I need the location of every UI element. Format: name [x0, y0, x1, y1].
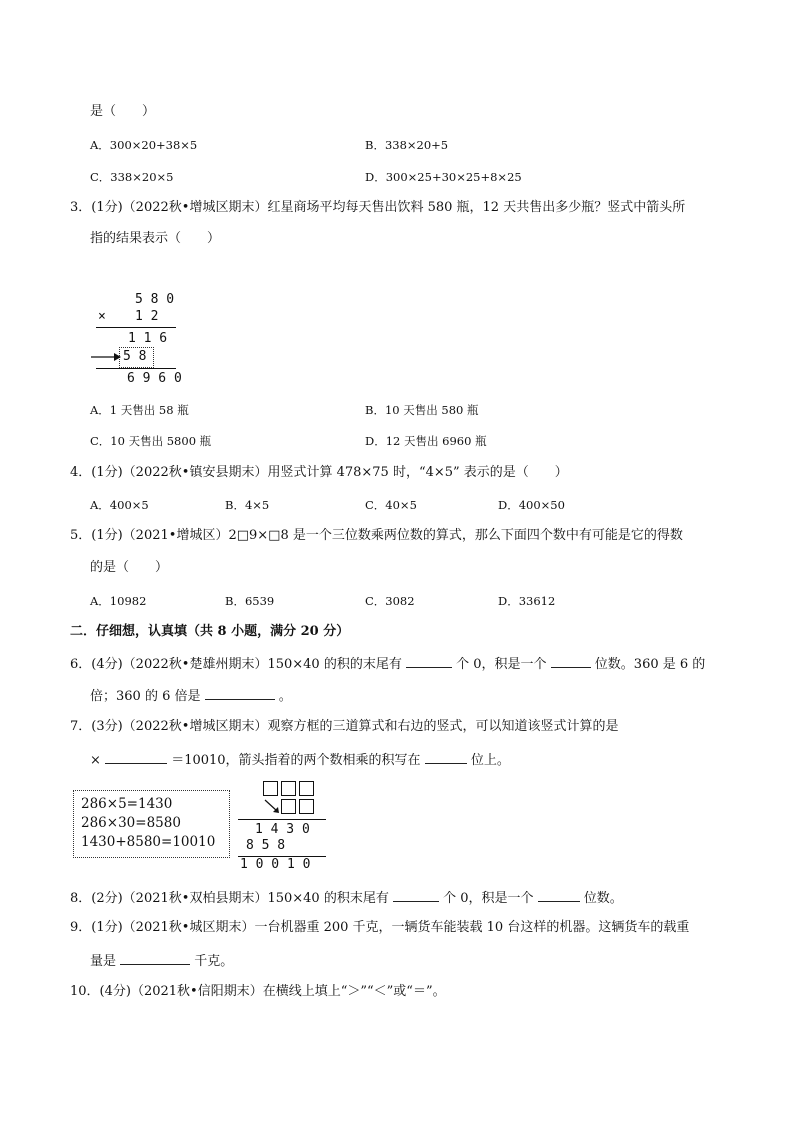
- q9-text-b: 千克。: [194, 954, 234, 969]
- q9-blank-1[interactable]: [120, 952, 190, 965]
- q7-blank-1[interactable]: [105, 751, 167, 764]
- q6-text-c: 位数。360 是 6 的: [594, 657, 706, 672]
- q2-tail: 是（ ）: [90, 104, 156, 119]
- q10-line1: 10．(4分)（2021秋•信阳期末）在横线上填上“＞”“＜”或“＝”。: [70, 984, 446, 999]
- q6-text-e: 。: [278, 689, 292, 704]
- q6-line1: [70, 655, 705, 673]
- q7-digit-box-bottom-2[interactable]: [299, 799, 314, 814]
- q8-text-c: 位数。: [583, 891, 623, 906]
- q3-option-a[interactable]: A．1 天售出 58 瓶: [90, 403, 189, 417]
- arrow-icon: [263, 798, 281, 814]
- q8-line: [70, 889, 623, 907]
- q4-option-b[interactable]: B．4×5: [225, 498, 270, 512]
- q5-stem-line1: 5．(1分)（2021•增城区）2□9×□8 是一个三位数乘两位数的算式，那么下面四个数中有可能是它的得数: [70, 528, 683, 543]
- q2-option-d[interactable]: D．300×25+30×25+8×25: [365, 170, 522, 184]
- q7-text-b: ＝10010，箭头指着的两个数相乘的积写在: [171, 753, 421, 768]
- q3-calc-row4: 5 8: [123, 349, 147, 364]
- q7-digit-box-bottom-1[interactable]: [281, 799, 296, 814]
- q2-option-b[interactable]: B．338×20+5: [365, 138, 449, 152]
- q5-option-a[interactable]: A．10982: [90, 594, 147, 608]
- q7-calc-row4: 8 5 8: [246, 838, 286, 853]
- q6-text-b: 个 0，积是一个: [456, 657, 547, 672]
- q2-option-a[interactable]: A．300×20+38×5: [90, 138, 198, 152]
- q8-blank-1[interactable]: [393, 889, 439, 902]
- q6-text-a: 6．(4分)（2022秋•楚雄州期末）150×40 的积的末尾有: [70, 657, 402, 672]
- q2-option-c[interactable]: C．338×20×5: [90, 170, 174, 184]
- q5-option-b[interactable]: B．6539: [225, 594, 275, 608]
- q7-calc-row5: 1 0 0 1 0: [240, 857, 311, 872]
- q7-times-sign: ×: [90, 753, 101, 768]
- q6-blank-2[interactable]: [551, 655, 591, 668]
- arrow-icon: [90, 351, 122, 363]
- q5-option-d[interactable]: D．33612: [498, 594, 556, 608]
- q3-option-c[interactable]: C．10 天售出 5800 瓶: [90, 434, 212, 448]
- q3-calc-row1: 5 8 0: [135, 292, 175, 307]
- q6-blank-3[interactable]: [205, 687, 275, 700]
- q3-calc-row2: 1 2: [135, 309, 159, 324]
- q8-blank-2[interactable]: [538, 889, 580, 902]
- q3-stem-line1: 3．(1分)（2022秋•增城区期末）红星商场平均每天售出饮料 580 瓶，12 天共售出多少瓶？竖式中箭头所: [70, 200, 686, 215]
- q7-line2: [90, 751, 510, 769]
- q3-option-b[interactable]: B．10 天售出 580 瓶: [365, 403, 479, 417]
- q9-line2: [90, 952, 233, 970]
- q8-text-b: 个 0，积是一个: [443, 891, 534, 906]
- q4-option-c[interactable]: C．40×5: [365, 498, 417, 512]
- q7-calc-rule1: [238, 819, 326, 820]
- q6-line2: [90, 687, 292, 705]
- q7-text-c: 位上。: [470, 753, 510, 768]
- q8-text-a: 8．(2分)（2021秋•双柏县期末）150×40 的积末尾有: [70, 891, 389, 906]
- q7-blank-2[interactable]: [425, 751, 467, 764]
- q5-stem-line2: 的是（ ）: [90, 560, 169, 575]
- section-2-heading: 二．仔细想，认真填（共 8 小题，满分 20 分）: [70, 624, 350, 639]
- q3-stem-line2: 指的结果表示（ ）: [90, 231, 221, 246]
- q4-stem: 4．(1分)（2022秋•镇安县期末）用竖式计算 478×75 时，“4×5” 表示的是（ ）: [70, 465, 568, 480]
- q7-digit-box-top-2[interactable]: [281, 781, 296, 796]
- q4-option-d[interactable]: D．400×50: [498, 498, 565, 512]
- q7-calc-row3: 1 4 3 0: [255, 822, 310, 837]
- q3-calc-row3: 1 1 6: [128, 331, 168, 346]
- q7-digit-box-top-3[interactable]: [299, 781, 314, 796]
- q7-line1: 7．(3分)（2022秋•增城区期末）观察方框的三道算式和右边的竖式，可以知道该竖式计算的是: [70, 719, 619, 734]
- q3-calc-times-sign: ×: [98, 309, 106, 324]
- q3-option-d[interactable]: D．12 天售出 6960 瓶: [365, 434, 487, 448]
- q3-calc-rule2: [96, 368, 176, 369]
- q6-text-d: 倍；360 的 6 倍是: [90, 689, 201, 704]
- q5-option-c[interactable]: C．3082: [365, 594, 415, 608]
- q4-option-a[interactable]: A．400×5: [90, 498, 149, 512]
- q3-calc-row5: 6 9 6 0: [127, 371, 182, 386]
- q7-equation-box: [73, 790, 230, 858]
- q9-line1: 9．(1分)（2021秋•城区期末）一台机器重 200 千克，一辆货车能装载 10 台这样的机器。这辆货车的载重: [70, 920, 690, 935]
- q6-blank-1[interactable]: [406, 655, 452, 668]
- q3-calc-rule1: [96, 327, 176, 328]
- q7-box-equation-3: 1430+8580=10010: [81, 834, 216, 850]
- q7-digit-box-top-1[interactable]: [263, 781, 278, 796]
- q7-box-equation-2: 286×30=8580: [81, 815, 181, 831]
- q7-box-equation-1: 286×5=1430: [81, 796, 173, 812]
- q9-text-a: 量是: [90, 954, 117, 969]
